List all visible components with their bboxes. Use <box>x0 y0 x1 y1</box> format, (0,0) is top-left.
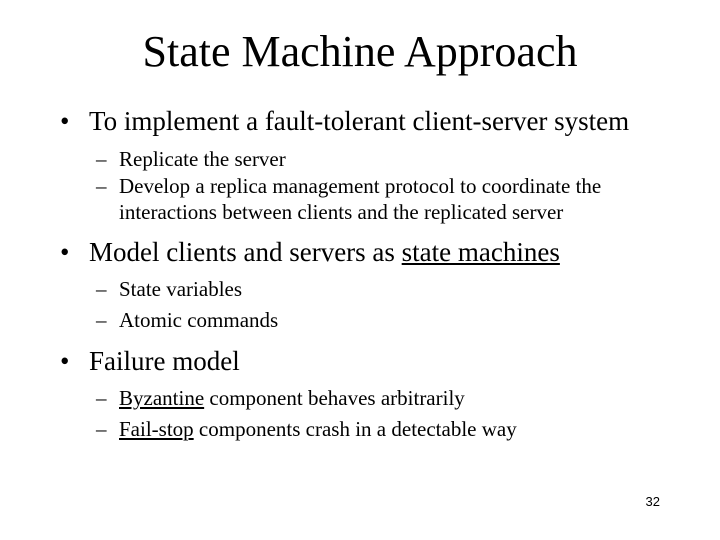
dash-icon: – <box>96 276 107 301</box>
sub-point-1-1 <box>60 146 680 173</box>
byzantine-term: Byzantine <box>119 385 205 410</box>
fail-stop-term: Fail-stop <box>119 417 194 441</box>
slide-content <box>60 105 680 443</box>
page-number: 32 <box>645 494 660 509</box>
sub-point-1-2 <box>60 173 680 226</box>
sub-point-3-1-text: component behaves arbitrarily <box>204 385 465 410</box>
bullet-icon: • <box>60 106 70 136</box>
sub-point-3-2 <box>60 416 680 443</box>
sub-point-2-1-text: State variables <box>119 276 243 301</box>
sub-point-2-2-text: Atomic commands <box>119 308 279 332</box>
slide-title: State Machine Approach <box>142 27 578 76</box>
dash-icon: – <box>96 385 107 410</box>
dash-icon: – <box>96 417 107 441</box>
bullet-point-3 <box>60 345 680 377</box>
bullet-point-1-text: To implement a fault-tolerant client-server system <box>89 106 630 136</box>
sub-point-3-1 <box>60 385 680 412</box>
sub-point-1-2-text: Develop a replica management protocol to coordinate the interactions between clients and the replicated server <box>119 173 602 224</box>
sub-point-1-1-text: Replicate the server <box>119 147 286 171</box>
bullet-point-2 <box>60 236 680 268</box>
dash-icon: – <box>96 173 107 198</box>
state-machines-term: state machines <box>401 236 560 267</box>
sub-point-2-1 <box>60 276 680 303</box>
bullet-icon: • <box>60 345 70 376</box>
bullet-point-3-text: Failure model <box>89 345 240 376</box>
bullet-point-1 <box>60 105 680 137</box>
sub-point-2-2 <box>60 307 680 334</box>
dash-icon: – <box>96 308 107 332</box>
sub-point-3-2-text: components crash in a detectable way <box>193 417 517 441</box>
bullet-point-2-prefix: Model clients and servers as <box>89 236 402 267</box>
bullet-icon: • <box>60 236 70 267</box>
dash-icon: – <box>96 147 107 171</box>
